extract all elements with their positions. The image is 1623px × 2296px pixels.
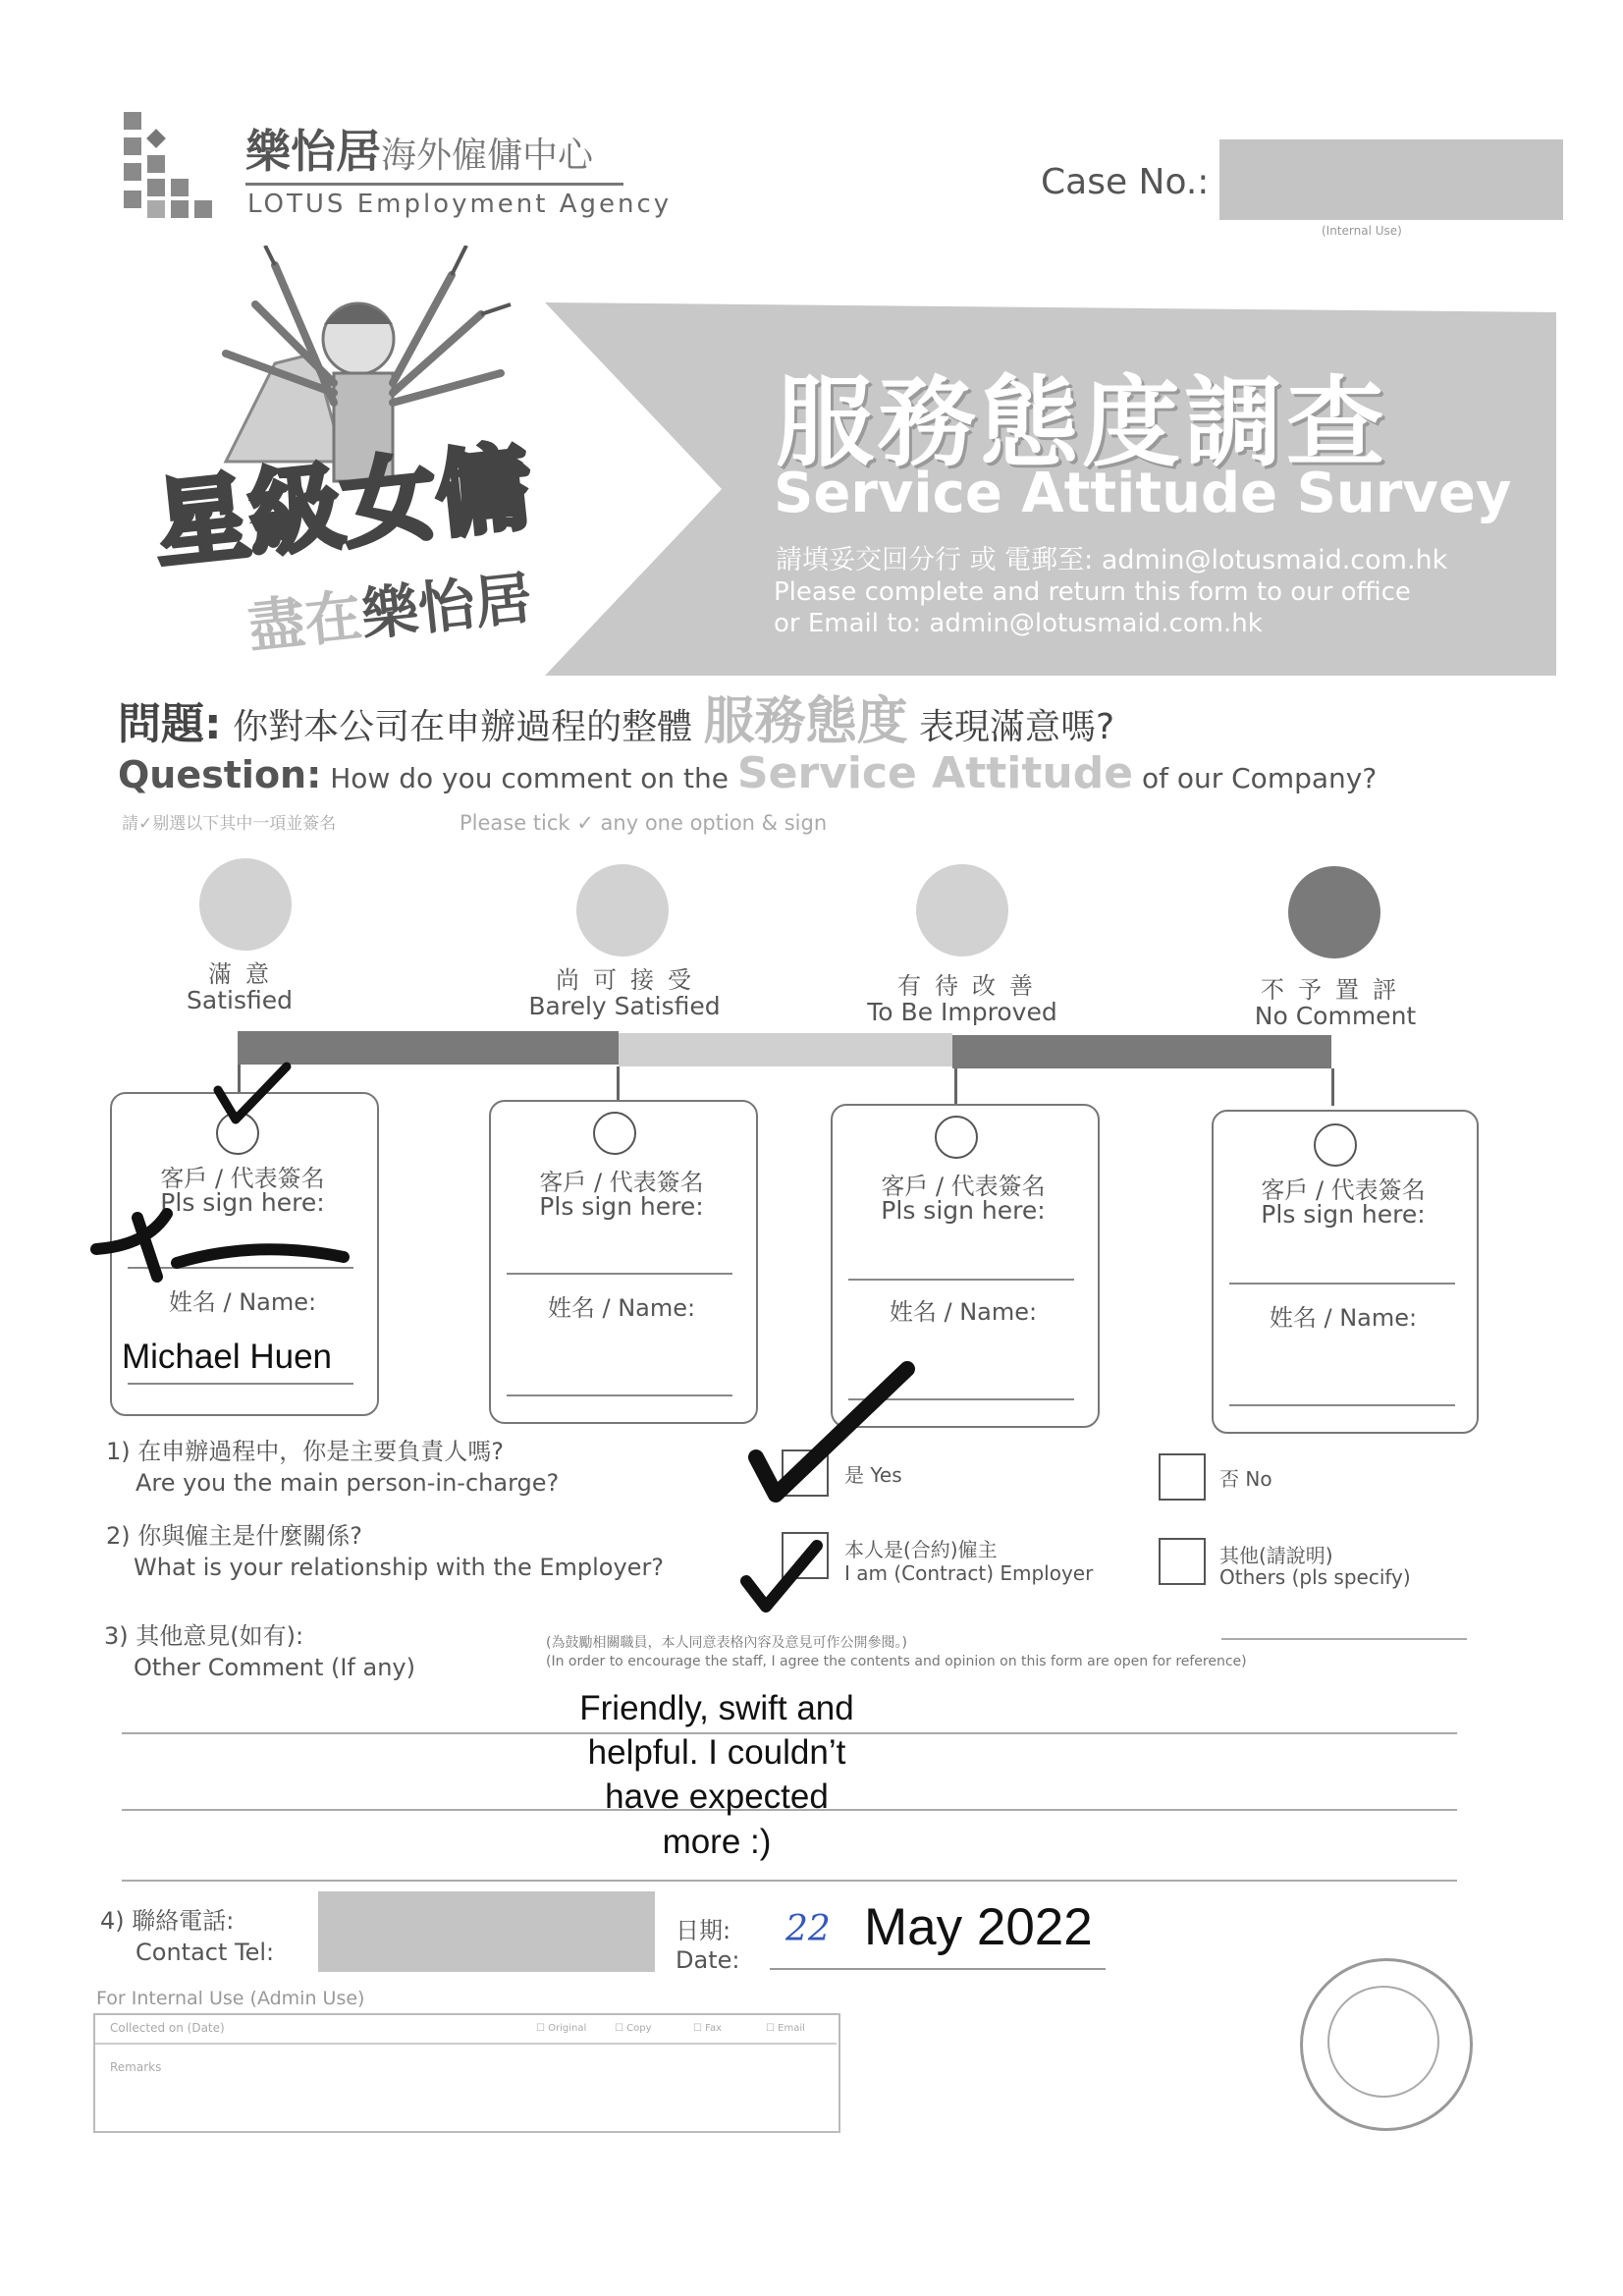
logo-divider [245, 183, 623, 186]
comment-text-line-1: Friendly, swift and [579, 1689, 854, 1727]
bar-segment-1 [238, 1031, 619, 1065]
admin-opt-copy: ☐ Copy [615, 2023, 652, 2034]
date-label-cn: 日期: [676, 1917, 731, 1944]
signature-line [848, 1279, 1074, 1281]
admin-opt-email: ☐ Email [766, 2023, 805, 2034]
option-satisfied-en: Satisfied [187, 986, 293, 1014]
name-line [848, 1398, 1074, 1400]
case-number-label: Case No.: [1041, 162, 1210, 202]
q2-employer-checkbox[interactable] [782, 1532, 829, 1579]
slogan-line-1: 星級女傭 [149, 431, 536, 581]
company-stamp-inner [1327, 1986, 1439, 2098]
q3-cn: 3) 其他意見(如有): [104, 1622, 304, 1650]
q3-en: Other Comment (If any) [134, 1654, 415, 1681]
internal-use-note: (Internal Use) [1322, 224, 1402, 238]
option-improve-cn: 有待改善 [897, 972, 1047, 1000]
logo-text: 樂怡居海外僱傭中心 [245, 125, 594, 178]
banner-title-en: Service Attitude Survey [774, 462, 1512, 525]
card-sign-en: Pls sign here: [160, 1188, 325, 1217]
q1-yes-checkbox[interactable] [782, 1449, 829, 1497]
card-name-label: 姓名 / Name: [1269, 1304, 1418, 1332]
q1-en: Are you the main person-in-charge? [135, 1469, 560, 1497]
card-sign-cn: 客戶 / 代表簽名 [160, 1165, 325, 1192]
q2-cn: 2) 你與僱主是什麼關係? [106, 1522, 362, 1550]
contact-tel-redacted [318, 1891, 655, 1972]
admin-opt-original: ☐ Original [536, 2023, 587, 2034]
card-sign-en: Pls sign here: [881, 1196, 1046, 1225]
banner-instruction-cn: 請填妥交回分行 或 電郵至: admin@lotusmaid.com.hk [776, 545, 1448, 575]
tick-instruction-en: Please tick ✓ any one option & sign [460, 811, 828, 835]
happy-face-icon [199, 858, 292, 951]
card-name-label: 姓名 / Name: [547, 1294, 696, 1322]
sad-face-icon [1288, 866, 1380, 958]
option-nocomment-cn: 不予置評 [1261, 976, 1410, 1004]
card-name-label: 姓名 / Name: [889, 1298, 1038, 1326]
q1-cn: 1) 在申辦過程中，你是主要負責人嗎? [106, 1438, 504, 1465]
date-line [770, 1968, 1106, 1970]
connector-3 [954, 1068, 957, 1104]
q2-others-cn: 其他(請說明) [1219, 1544, 1333, 1567]
connector-2 [617, 1066, 620, 1100]
comment-text-line-4: more :) [662, 1823, 772, 1861]
card-sign-en: Pls sign here: [539, 1192, 704, 1221]
connector-4 [1331, 1068, 1334, 1106]
name-value: Michael Huen [122, 1338, 332, 1376]
case-number-redacted [1219, 139, 1563, 220]
logo-grid-icon [124, 112, 232, 216]
card-sign-cn: 客戶 / 代表簽名 [881, 1173, 1046, 1200]
q2-others-en: Others (pls specify) [1219, 1565, 1411, 1589]
q1-no-label: 否 No [1219, 1467, 1272, 1491]
admin-opt-fax: ☐ Fax [693, 2023, 723, 2034]
others-specify-line [1221, 1638, 1467, 1640]
option-radio-satisfied[interactable] [216, 1112, 259, 1155]
card-name-label: 姓名 / Name: [168, 1288, 317, 1316]
signature-line [507, 1273, 732, 1275]
option-radio-barely[interactable] [593, 1112, 636, 1155]
date-label-en: Date: [676, 1946, 740, 1974]
q4-cn: 4) 聯絡電話: [100, 1907, 235, 1935]
q2-en: What is your relationship with the Employer? [134, 1554, 665, 1581]
q2-employer-cn: 本人是(合約)僱主 [844, 1538, 998, 1561]
q2-others-checkbox[interactable] [1159, 1538, 1206, 1585]
admin-divider [95, 2043, 837, 2045]
banner-instruction-en-1: Please complete and return this form to our office [774, 577, 1411, 607]
q3-note-en: (In order to encourage the staff, I agree the contents and opinion on this form are open for reference) [546, 1654, 1247, 1669]
option-radio-nocomment[interactable] [1314, 1123, 1357, 1167]
date-day-value: 22 [785, 1909, 831, 1949]
q1-yes-label: 是 Yes [844, 1463, 902, 1487]
banner-instruction-en-2: or Email to: admin@lotusmaid.com.hk [774, 609, 1263, 638]
comment-text-line-3: have expected [605, 1777, 829, 1816]
option-satisfied-cn: 滿意 [208, 960, 283, 988]
admin-collected-label: Collected on (Date) [110, 2021, 225, 2035]
connector-1 [238, 1065, 241, 1094]
option-barely-en: Barely Satisfied [528, 992, 721, 1020]
signature-line [128, 1267, 353, 1269]
question-cn: 問題: 你對本公司在申辦過程的整體 服務態度 表現滿意嗎? [118, 692, 1115, 751]
card-sign-en: Pls sign here: [1261, 1200, 1426, 1229]
q3-note-cn: (為鼓勵相關職員，本人同意表格內容及意見可作公開參閱。) [546, 1635, 907, 1651]
smile-face-icon [576, 864, 669, 957]
comment-text-line-2: helpful. I couldn’t [587, 1733, 846, 1772]
neutral-face-icon [916, 864, 1008, 957]
banner-title-cn: 服務態度調查 [776, 365, 1388, 480]
question-en: Question: How do you comment on the Service Attitude of our Company? [118, 748, 1378, 798]
option-improve-en: To Be Improved [867, 998, 1057, 1026]
comment-line-3 [122, 1880, 1457, 1882]
option-radio-improve[interactable] [935, 1116, 978, 1159]
card-sign-cn: 客戶 / 代表簽名 [539, 1169, 704, 1196]
name-line [128, 1383, 353, 1385]
q2-employer-en: I am (Contract) Employer [844, 1561, 1094, 1585]
q4-en: Contact Tel: [135, 1939, 275, 1966]
slogan-line-2: 盡在樂怡居 [244, 564, 535, 661]
name-line [507, 1394, 732, 1396]
admin-title: For Internal Use (Admin Use) [96, 1988, 365, 2009]
bar-segment-2 [619, 1033, 952, 1066]
option-barely-cn: 尚可接受 [556, 966, 705, 994]
bar-segment-3 [952, 1035, 1331, 1068]
admin-remarks-label: Remarks [110, 2060, 162, 2074]
q1-no-checkbox[interactable] [1159, 1453, 1206, 1501]
tick-instruction-cn: 請✓剔選以下其中一項並簽名 [122, 814, 337, 834]
name-line [1229, 1404, 1455, 1406]
signature-line [1229, 1283, 1455, 1285]
date-month-year-value: May 2022 [864, 1898, 1093, 1956]
logo-english: LOTUS Employment Agency [247, 190, 673, 219]
option-nocomment-en: No Comment [1254, 1002, 1417, 1030]
card-sign-cn: 客戶 / 代表簽名 [1261, 1176, 1426, 1204]
